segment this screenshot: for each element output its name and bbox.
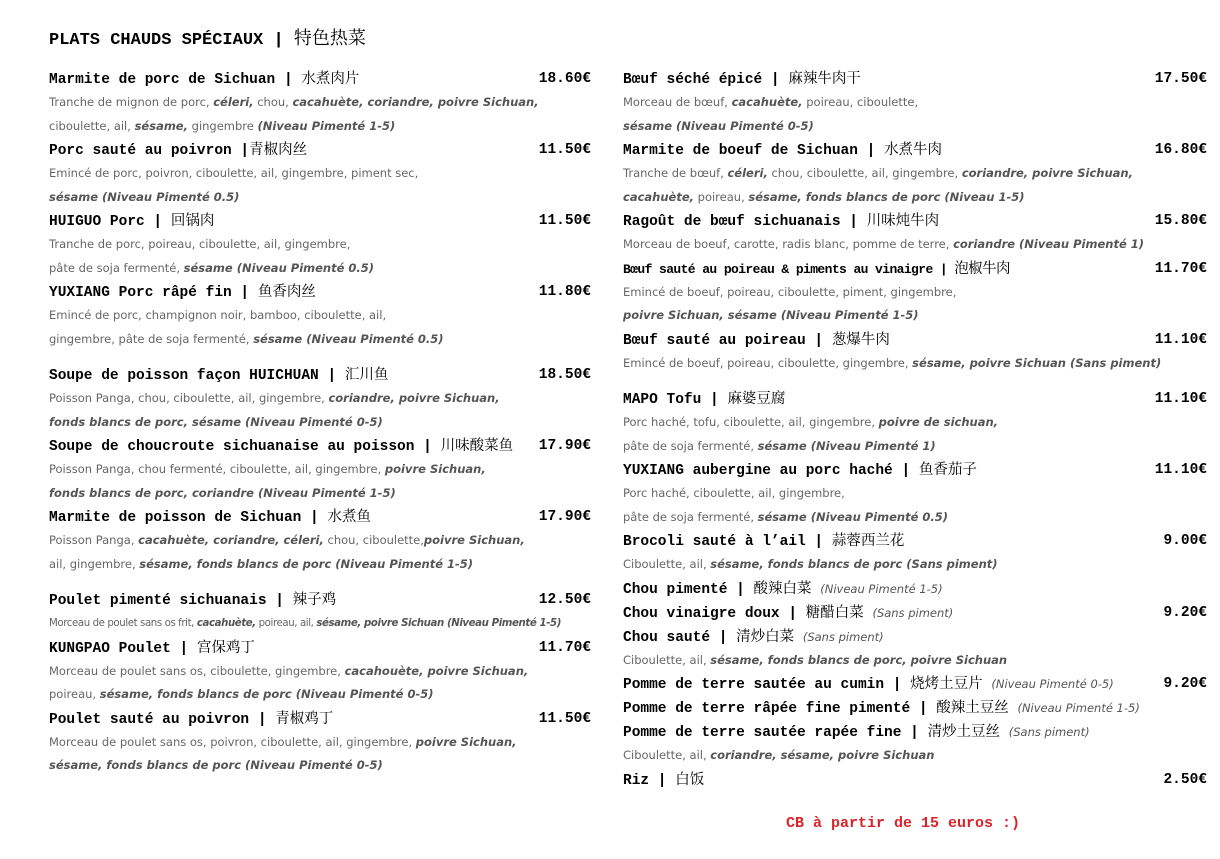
description: Morceau de bœuf, cacahuète, poireau, ciboulette,: [623, 95, 919, 109]
description: ail, gingembre, sésame, fonds blancs de porc (Niveau Pimenté 1-5): [49, 556, 474, 571]
description: Poisson Panga, chou, ciboulette, ail, gingembre, coriandre, poivre Sichuan,: [49, 391, 500, 405]
description: pâte de soja fermenté, sésame (Niveau Pimenté 0.5): [49, 260, 375, 275]
description: sésame (Niveau Pimenté 0-5): [623, 118, 814, 133]
menu-item: Riz | 白饭 2.50€: [623, 769, 1207, 792]
price: 18.50€: [538, 367, 591, 383]
description: ciboulette, ail, sésame, gingembre (Niveau Pimenté 1-5): [49, 118, 396, 133]
menu-item: Marmite de porc de Sichuan | 水煮肉片 18.60€ Tranche de mignon de porc, céleri, chou, cacahuète, coriandre, poivre Sichuan, ciboulette, ail, sésame, gingembre (Niveau Pimenté 1-5): [49, 68, 591, 138]
description: sésame (Niveau Pimenté 0.5): [49, 189, 240, 204]
menu-item: Ragoût de bœuf sichuanais | 川味炖牛肉 15.80€ Morceau de boeuf, carotte, radis blanc, pomme de terre, coriandre (Niveau Pimenté 1): [623, 210, 1207, 257]
menu-item: Bœuf sauté au poireau & piments au vinaigre | 泡椒牛肉 11.70€ Emincé de boeuf, poireau, ciboulette, piment, gingembre, poivre Sichuan, sésame (Niveau Pimenté 1-5): [623, 258, 1207, 328]
menu-item: Marmite de poisson de Sichuan | 水煮鱼 17.90€ Poisson Panga, cacahuète, coriandre, céleri, chou, ciboulette,poivre Sichuan, ail, gingembre, sésame, fonds blancs de porc (Niveau Pimenté 1-5): [49, 506, 591, 576]
price: 11.10€: [1154, 331, 1207, 348]
description: gingembre, pâte de soja fermenté, sésame (Niveau Pimenté 0.5): [49, 331, 444, 346]
menu-item: Bœuf séché épicé | 麻辣牛肉干 17.50€ Morceau de bœuf, cacahuète, poireau, ciboulette, sésame (Niveau Pimenté 0-5): [623, 68, 1207, 138]
description: Morceau de poulet sans os, poivron, ciboulette, ail, gingembre, poivre Sichuan,: [49, 734, 517, 749]
menu-item: MAPO Tofu | 麻婆豆腐 11.10€ Porc haché, tofu, ciboulette, ail, gingembre, poivre de sichuan, pâte de soja fermenté, sésame (Niveau Pimenté 1): [623, 388, 1207, 458]
description: pâte de soja fermenté, sésame (Niveau Pimenté 0.5): [623, 509, 949, 524]
description: Tranche de mignon de porc, céleri, chou, cacahuète, coriandre, poivre Sichuan,: [49, 95, 539, 109]
price: 11.50€: [538, 213, 591, 229]
menu-item: Bœuf sauté au poireau | 葱爆牛肉 11.10€ Emincé de boeuf, poireau, ciboulette, gingembre, sésame, poivre Sichuan (Sans piment): [623, 329, 1207, 376]
description: fonds blancs de porc, sésame (Niveau Pimenté 0-5): [49, 414, 383, 429]
description: Emincé de boeuf, poireau, ciboulette, piment, gingembre,: [623, 284, 957, 299]
price: 9.20€: [1163, 604, 1207, 621]
menu-item: Soupe de poisson façon HUICHUAN | 汇川鱼 18.50€ Poisson Panga, chou, ciboulette, ail, gingembre, coriandre, poivre Sichuan, fonds blancs de porc, sésame (Niveau Pimenté 0-5): [49, 364, 591, 434]
price: 16.80€: [1154, 142, 1207, 158]
menu-item: Pomme de terre sautée au cumin | 烧烤土豆片 (Niveau Pimenté 0-5) 9.20€: [623, 673, 1207, 696]
menu-item: Marmite de boeuf de Sichuan | 水煮牛肉 16.80€ Tranche de bœuf, céleri, chou, ciboulette, ail, gingembre, coriandre, poivre Sichuan, cacahuète, poireau, sésame, fonds blancs de porc (Niveau 1-5): [623, 139, 1207, 209]
price: 18.60€: [538, 71, 591, 87]
description: Morceau de boeuf, carotte, radis blanc, pomme de terre, coriandre (Niveau Pimenté 1): [623, 237, 1145, 251]
description: Emincé de boeuf, poireau, ciboulette, gingembre, sésame, poivre Sichuan (Sans piment): [623, 355, 1162, 370]
menu-column-left: [49, 68, 591, 779]
price: 11.70€: [538, 639, 591, 656]
menu-item: Pomme de terre râpée fine pimenté | 酸辣土豆丝 (Niveau Pimenté 1-5): [623, 700, 1140, 717]
price: 15.80€: [1154, 213, 1207, 229]
menu-item: Chou pimenté | 酸辣白菜 (Niveau Pimenté 1-5): [623, 580, 943, 598]
menu-column-right: [623, 68, 1207, 793]
menu-item: KUNGPAO Poulet | 宫保鸡丁 11.70€ Morceau de poulet sans os, ciboulette, gingembre, cacahouète, poivre Sichuan, poireau, sésame, fonds blancs de porc (Niveau Pimenté 0-5): [49, 637, 591, 707]
menu-item: Pomme de terre sautée rapée fine | 清炒土豆丝 (Sans piment) Ciboulette, ail, coriandre, sésame, poivre Sichuan: [623, 721, 1207, 768]
price: 17.50€: [1154, 71, 1207, 87]
description: Poisson Panga, cacahuète, coriandre, céleri, chou, ciboulette,poivre Sichuan,: [49, 533, 525, 547]
description: poireau, sésame, fonds blancs de porc (Niveau Pimenté 0-5): [49, 687, 434, 701]
price: 11.80€: [538, 284, 591, 300]
menu-item: Chou vinaigre doux | 糖醋白菜 (Sans piment) 9.20€: [623, 602, 1207, 625]
menu-item: Porc sauté au poivron |青椒肉丝 11.50€ Emincé de porc, poivron, ciboulette, ail, gingembre, piment sec, sésame (Niveau Pimenté 0.5): [49, 139, 591, 209]
price: 11.10€: [1154, 391, 1207, 407]
payment-note: CB à partir de 15 euros :): [786, 815, 1021, 832]
description: poivre Sichuan, sésame (Niveau Pimenté 1-5): [623, 308, 919, 322]
price: 12.50€: [538, 592, 591, 608]
description: Emincé de porc, champignon noir, bamboo, ciboulette, ail,: [49, 308, 387, 322]
description: Ciboulette, ail, sésame, fonds blancs de porc, poivre Sichuan: [623, 652, 1008, 667]
description: Morceau de poulet sans os, ciboulette, gingembre, cacahouète, poivre Sichuan,: [49, 663, 529, 678]
page-title: PLATS CHAUDS SPÉCIAUX | 特色热菜: [49, 28, 366, 50]
price: 9.20€: [1163, 676, 1207, 692]
description: Tranche de bœuf, céleri, chou, ciboulette, ail, gingembre, coriandre, poivre Sichuan,: [623, 166, 1133, 180]
description: fonds blancs de porc, coriandre (Niveau Pimenté 1-5): [49, 485, 396, 500]
price: 11.10€: [1154, 462, 1207, 478]
price: 11.50€: [538, 710, 591, 727]
description: Porc haché, tofu, ciboulette, ail, gingembre, poivre de sichuan,: [623, 415, 999, 429]
description: Ciboulette, ail, sésame, fonds blancs de porc (Sans piment): [623, 557, 998, 571]
description: Poisson Panga, chou fermenté, ciboulette, ail, gingembre, poivre Sichuan,: [49, 462, 486, 476]
price: 11.50€: [538, 142, 591, 158]
description: pâte de soja fermenté, sésame (Niveau Pimenté 1): [623, 438, 936, 453]
menu-item: HUIGUO Porc | 回锅肉 11.50€ Tranche de porc, poireau, ciboulette, ail, gingembre, pâte de soja fermenté, sésame (Niveau Pimenté 0.5): [49, 210, 591, 280]
price: 2.50€: [1163, 771, 1207, 788]
description: Ciboulette, ail, coriandre, sésame, poivre Sichuan: [623, 748, 935, 762]
menu-item: Brocoli sauté à l’ail | 蒜蓉西兰花 9.00€ Ciboulette, ail, sésame, fonds blancs de porc (Sans piment): [623, 530, 1207, 577]
description: Tranche de porc, poireau, ciboulette, ail, gingembre,: [49, 237, 351, 251]
description: sésame, fonds blancs de porc (Niveau Pimenté 0-5): [49, 758, 383, 772]
price: 9.00€: [1163, 533, 1207, 549]
price: 17.90€: [538, 438, 591, 454]
menu-item: Chou sauté | 清炒白菜 (Sans piment) Ciboulette, ail, sésame, fonds blancs de porc, poivre Sichuan: [623, 626, 1207, 673]
description: Morceau de poulet sans os frit, cacahuète, poireau, ail, sésame, poivre Sichuan (Niveau Pimenté 1-5): [49, 618, 561, 629]
menu-item: YUXIANG aubergine au porc haché | 鱼香茄子 11.10€ Porc haché, ciboulette, ail, gingembre, pâte de soja fermenté, sésame (Niveau Pimenté 0.5): [623, 459, 1207, 529]
description: Porc haché, ciboulette, ail, gingembre,: [623, 486, 845, 500]
menu-item: Poulet sauté au poivron | 青椒鸡丁 11.50€ Morceau de poulet sans os, poivron, ciboulette, ail, gingembre, poivre Sichuan, sésame, fonds blancs de porc (Niveau Pimenté 0-5): [49, 708, 591, 778]
price: 17.90€: [538, 509, 591, 525]
menu-item: Soupe de choucroute sichuanaise au poisson | 川味酸菜鱼 17.90€ Poisson Panga, chou fermenté, ciboulette, ail, gingembre, poivre Sichuan, fonds blancs de porc, coriandre (Niveau Pimenté 1-5): [49, 435, 591, 505]
price: 11.70€: [1154, 260, 1207, 277]
description: cacahuète, poireau, sésame, fonds blancs de porc (Niveau 1-5): [623, 189, 1025, 204]
menu-item: YUXIANG Porc râpé fin | 鱼香肉丝 11.80€ Emincé de porc, champignon noir, bamboo, ciboulette, ail, gingembre, pâte de soja fermenté, sésame (Niveau Pimenté 0.5): [49, 281, 591, 351]
menu-item: Poulet pimenté sichuanais | 辣子鸡 12.50€ Morceau de poulet sans os frit, cacahuète, poireau, ail, sésame, poivre Sichuan (Niveau Pimenté 1-5): [49, 589, 591, 636]
description: Emincé de porc, poivron, ciboulette, ail, gingembre, piment sec,: [49, 166, 419, 180]
